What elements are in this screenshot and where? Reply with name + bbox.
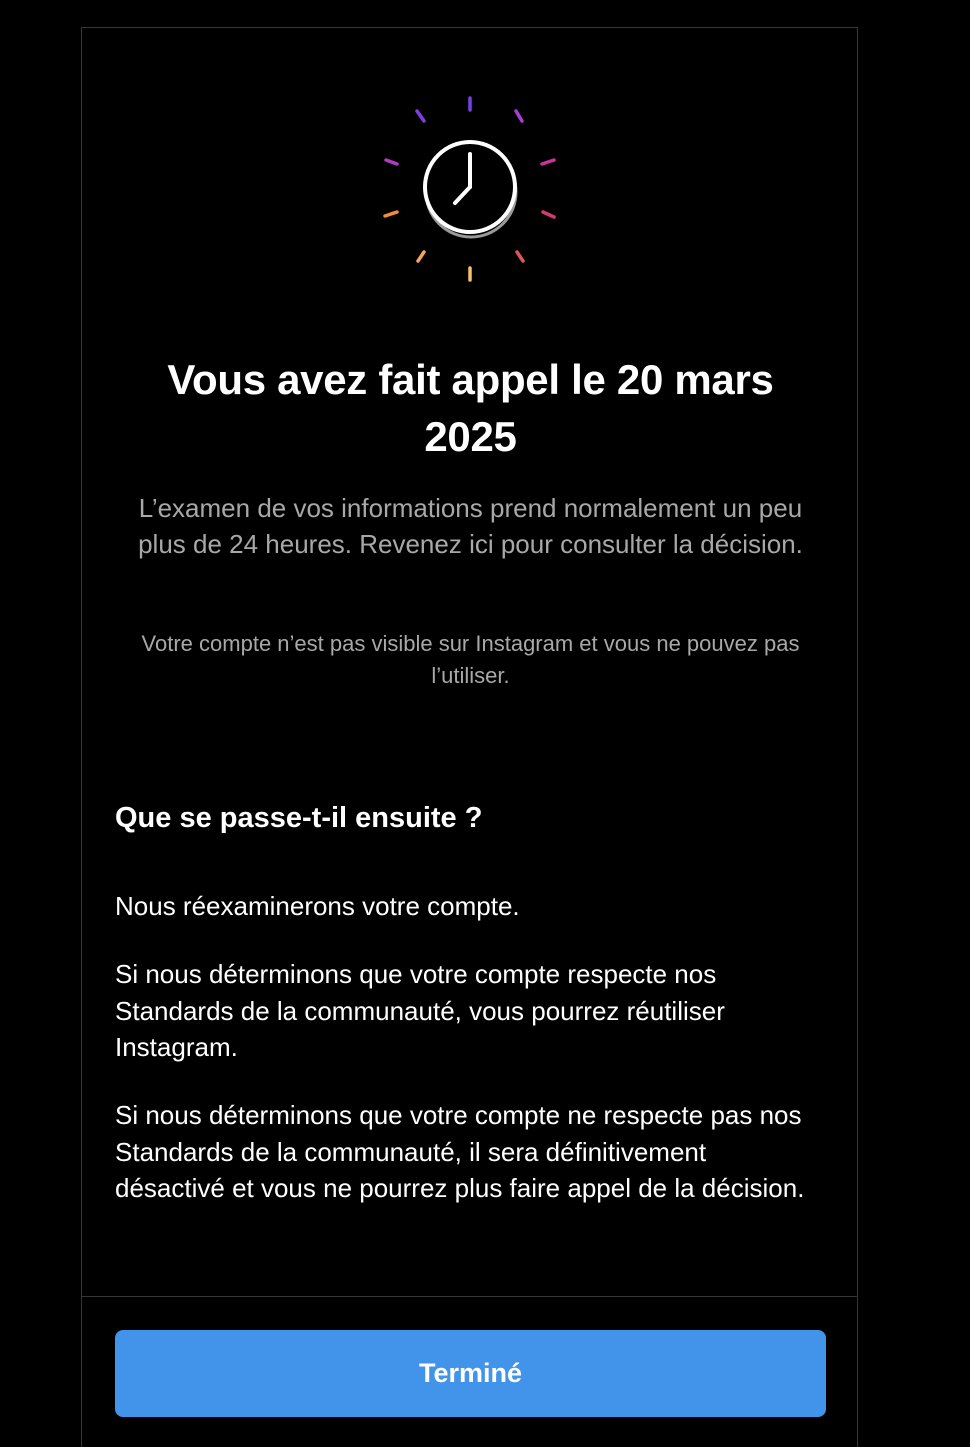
clock-ray: [417, 111, 424, 121]
account-visibility-note: Votre compte n’est pas visible sur Instagram et vous ne pouvez pas l’utiliser.: [141, 631, 800, 688]
next-steps-paragraph: Si nous déterminons que votre compte respecte nos Standards de la communauté, vous pourrez réutiliser Instagram.: [115, 959, 725, 1062]
page-title: Vous avez fait appel le 20 mars 2025: [167, 356, 774, 460]
clock-ray: [385, 212, 397, 216]
clock-ray: [516, 111, 522, 121]
clock-ray: [517, 252, 523, 261]
appeal-status-panel: [81, 27, 858, 1447]
clock-icon: [370, 90, 570, 290]
review-time-description: L’examen de vos informations prend normalement un peu plus de 24 heures. Revenez ici pour consulter la décision.: [138, 493, 803, 559]
clock-ray: [418, 252, 424, 261]
clock-ray: [386, 160, 397, 164]
clock-illustration: [82, 28, 859, 318]
done-button[interactable]: Terminé: [115, 1330, 826, 1417]
footer-divider: [82, 1296, 857, 1297]
clock-ray: [542, 160, 554, 164]
next-steps-paragraph: Nous réexaminerons votre compte.: [115, 891, 520, 921]
next-steps-heading: Que se passe-t-il ensuite ?: [115, 802, 483, 834]
clock-ray: [543, 212, 554, 217]
next-steps-paragraph: Si nous déterminons que votre compte ne respecte pas nos Standards de la communauté, il sera définitivement désactivé et vous ne pourrez plus faire appel de la décision.: [115, 1100, 805, 1203]
